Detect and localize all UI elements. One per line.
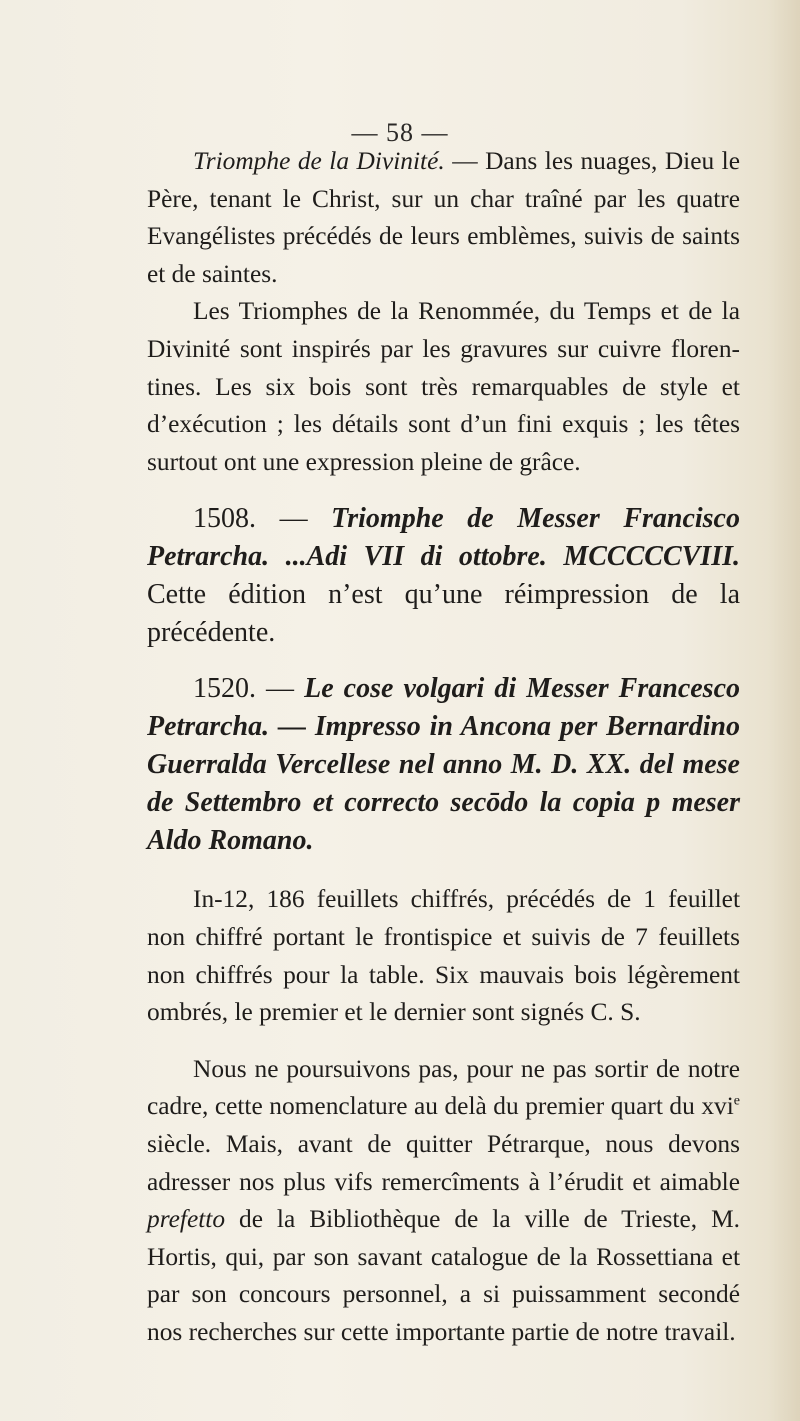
entry-year: 1520. [193, 673, 256, 705]
paragraph-remerciements [147, 1051, 740, 1352]
paragraph-triomphe-divinite [147, 143, 740, 293]
paragraph-triomphes-inspires [147, 293, 740, 481]
paragraph-collation [147, 881, 740, 1031]
paragraph-title: Triomphe de la Divinité. [193, 147, 445, 175]
paragraph-part-3: de la Bibliothèque de la ville de Trieste, M. Hortis, qui, par son savant catalogue de la Rossettiana et par son concours personnel, a si puissamment secondé nos recherches sur cette importante partie de notre travail. [147, 1205, 740, 1346]
paragraph-body: In-12, 186 feuillets chiffrés, précédés de 1 feuillet non chiffré portant le frontispice et suivis de 7 feuillets non chiffrés pour la table. Six mauvais bois légèrement ombrés, le premier et le dernier sont signés C. S. [147, 885, 740, 1027]
entry-title: Le cose volgari di Messer Francesco Petrarcha. — Impresso in Ancona per Bernardino Guerralda Vercellese nel anno M. D. XX. del mese de Settembro et correcto secōdo la copia p meser Aldo Romano. [147, 673, 741, 857]
page-number: — 58 — [351, 118, 449, 147]
paragraph-body: Les Triomphes de la Renommée, du Temps et de la Divinité sont inspirés par les gravures sur cuivre florentines. Les six bois sont très remarquables de style et d’exécution ; les détails sont d’un fini exquis ; les têtes surtout ont une expression pleine de grâce. [147, 297, 740, 476]
entry-body: Cette édition n’est qu’une réimpression de la précédente. [147, 579, 740, 649]
entry-year: 1508. [193, 503, 256, 535]
paragraph-part-2: siècle. Mais, avant de quitter Pétrarque, nous devons adresser nos plus vifs remercîments à l’érudit et aimable [147, 1129, 740, 1196]
entry-1508 [147, 500, 740, 652]
entry-title: Triomphe de Messer Francisco Petrarcha. ...Adi VII di ottobre. MCCCCCVIII. [147, 503, 740, 573]
entry-dash: — [256, 503, 332, 535]
page-text [147, 143, 740, 1351]
paragraph-body: — Dans les nuages, Dieu le Père, tenant le Christ, sur un char traîné par les quatre Evangélistes précédés de leurs emblèmes, suivis de saints et de saintes. [147, 147, 740, 288]
paragraph-italic-word: prefetto [147, 1205, 226, 1234]
entry-dash: — [256, 673, 305, 705]
paragraph-part-1: Nous ne poursuivons pas, pour ne pas sortir de notre cadre, cette nomenclature au delà du premier quart du xvi [147, 1054, 740, 1121]
entry-1520 [147, 670, 740, 860]
century-superscript: e [733, 1093, 740, 1109]
